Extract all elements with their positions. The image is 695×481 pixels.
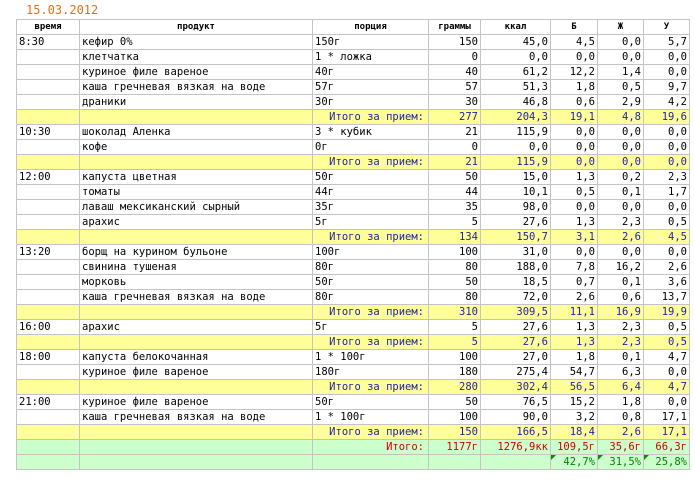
value-cell[interactable]: 0,0 [598, 50, 644, 65]
value-cell[interactable]: 0,0 [644, 50, 690, 65]
meal-total-value[interactable]: 115,9 [481, 155, 551, 170]
table-row [17, 275, 690, 290]
cell[interactable] [17, 260, 80, 275]
portion-cell[interactable]: 80г [313, 290, 429, 305]
cell[interactable] [80, 335, 313, 350]
value-cell[interactable]: 17,1 [644, 410, 690, 425]
table-row [17, 185, 690, 200]
grand-total-value[interactable]: 1177г [429, 440, 481, 455]
value-cell[interactable]: 0,0 [481, 50, 551, 65]
column-header[interactable]: граммы [429, 20, 481, 35]
meal-time-cell[interactable]: 21:00 [17, 395, 80, 410]
portion-cell[interactable]: 1 * ложка [313, 50, 429, 65]
value-cell[interactable]: 0,0 [644, 395, 690, 410]
value-cell[interactable]: 1,7 [644, 185, 690, 200]
value-cell[interactable]: 100 [429, 350, 481, 365]
macro-percent: 31,5% [609, 456, 641, 468]
macro-percent-cell[interactable] [644, 455, 690, 470]
value-cell[interactable]: 100 [429, 410, 481, 425]
value-cell[interactable]: 31,0 [481, 245, 551, 260]
value-cell[interactable]: 0,5 [644, 215, 690, 230]
cell[interactable] [17, 50, 80, 65]
value-cell[interactable]: 0,0 [644, 140, 690, 155]
value-cell[interactable]: 0,5 [644, 320, 690, 335]
value-cell[interactable]: 6,3 [598, 365, 644, 380]
product-cell[interactable]: лаваш мексиканский сырный [80, 200, 313, 215]
cell[interactable] [313, 455, 429, 470]
value-cell[interactable]: 30 [429, 95, 481, 110]
value-cell[interactable]: 13,7 [644, 290, 690, 305]
value-cell[interactable]: 0,6 [551, 95, 598, 110]
cell[interactable] [17, 110, 80, 125]
product-cell[interactable]: клетчатка [80, 50, 313, 65]
value-cell[interactable]: 80 [429, 260, 481, 275]
table-row [17, 170, 690, 185]
meal-total-value[interactable]: 150 [429, 425, 481, 440]
value-cell[interactable]: 9,7 [644, 80, 690, 95]
meal-total-value[interactable]: 19,6 [644, 110, 690, 125]
grand-total-value[interactable]: 1276,9кк [481, 440, 551, 455]
date-label: 15.03.2012 [26, 3, 99, 17]
value-cell[interactable]: 100 [429, 245, 481, 260]
meal-total-value[interactable]: 5 [429, 335, 481, 350]
value-cell[interactable]: 27,0 [481, 350, 551, 365]
error-indicator-icon [644, 455, 649, 460]
meal-total-label[interactable]: Итого за прием: [313, 380, 429, 395]
cell[interactable] [17, 305, 80, 320]
value-cell[interactable]: 5 [429, 215, 481, 230]
value-cell[interactable]: 21 [429, 125, 481, 140]
product-cell[interactable]: арахис [80, 215, 313, 230]
value-cell[interactable]: 0,2 [598, 170, 644, 185]
cell[interactable] [17, 455, 80, 470]
value-cell[interactable]: 0,0 [598, 200, 644, 215]
table-row [17, 35, 690, 50]
table-row [17, 80, 690, 95]
product-cell[interactable]: капуста белокочанная [80, 350, 313, 365]
meal-total-value[interactable]: 27,6 [481, 335, 551, 350]
column-header[interactable]: ккал [481, 20, 551, 35]
meal-total-label[interactable]: Итого за прием: [313, 335, 429, 350]
meal-total-value[interactable]: 0,5 [644, 335, 690, 350]
header-row [17, 20, 690, 35]
meal-time-cell[interactable]: 16:00 [17, 320, 80, 335]
cell[interactable] [17, 335, 80, 350]
value-cell[interactable]: 7,8 [551, 260, 598, 275]
cell[interactable] [17, 290, 80, 305]
value-cell[interactable]: 0,6 [598, 290, 644, 305]
value-cell[interactable]: 1,8 [551, 350, 598, 365]
table-row [17, 200, 690, 215]
meal-total-value[interactable]: 1,3 [551, 335, 598, 350]
value-cell[interactable]: 0,1 [598, 185, 644, 200]
meal-total-value[interactable]: 4,5 [644, 230, 690, 245]
value-cell[interactable]: 2,3 [598, 215, 644, 230]
meal-total-label[interactable]: Итого за прием: [313, 305, 429, 320]
table-row [17, 410, 690, 425]
value-cell[interactable]: 2,9 [598, 95, 644, 110]
table-row [17, 365, 690, 380]
grand-total-value[interactable]: 66,3г [644, 440, 690, 455]
product-cell[interactable]: куриное филе вареное [80, 365, 313, 380]
value-cell[interactable]: 76,5 [481, 395, 551, 410]
value-cell[interactable]: 54,7 [551, 365, 598, 380]
column-header[interactable]: продукт [80, 20, 313, 35]
value-cell[interactable]: 2,3 [598, 320, 644, 335]
meal-total-value[interactable]: 0,0 [551, 155, 598, 170]
value-cell[interactable]: 98,0 [481, 200, 551, 215]
cell[interactable] [17, 200, 80, 215]
portion-cell[interactable]: 1 * 100г [313, 350, 429, 365]
meal-total-row [17, 335, 690, 350]
value-cell[interactable]: 0,0 [598, 245, 644, 260]
product-cell[interactable]: кофе [80, 140, 313, 155]
cell[interactable] [80, 230, 313, 245]
meal-total-value[interactable]: 277 [429, 110, 481, 125]
product-cell[interactable]: морковь [80, 275, 313, 290]
meal-total-label[interactable]: Итого за прием: [313, 155, 429, 170]
table-row [17, 395, 690, 410]
meal-total-value[interactable]: 204,3 [481, 110, 551, 125]
value-cell[interactable]: 16,2 [598, 260, 644, 275]
product-cell[interactable]: каша гречневая вязкая на воде [80, 290, 313, 305]
cell[interactable] [80, 440, 313, 455]
meal-total-value[interactable]: 3,1 [551, 230, 598, 245]
portion-cell[interactable]: 50г [313, 170, 429, 185]
cell[interactable] [17, 95, 80, 110]
meal-total-value[interactable]: 0,0 [644, 155, 690, 170]
portion-cell[interactable]: 44г [313, 185, 429, 200]
value-cell[interactable]: 0,0 [644, 65, 690, 80]
grand-total-row [17, 440, 690, 455]
meal-total-value[interactable]: 19,1 [551, 110, 598, 125]
value-cell[interactable]: 0,5 [598, 80, 644, 95]
meal-total-value[interactable]: 17,1 [644, 425, 690, 440]
macro-percent: 25,8% [655, 456, 687, 468]
meal-total-value[interactable]: 6,4 [598, 380, 644, 395]
meal-total-value[interactable]: 11,1 [551, 305, 598, 320]
cell[interactable] [17, 80, 80, 95]
value-cell[interactable]: 57 [429, 80, 481, 95]
value-cell[interactable]: 72,0 [481, 290, 551, 305]
macro-percent: 42,7% [563, 456, 595, 468]
cell[interactable] [17, 140, 80, 155]
value-cell[interactable]: 0,0 [551, 125, 598, 140]
portion-cell[interactable]: 57г [313, 80, 429, 95]
portion-cell[interactable]: 5г [313, 215, 429, 230]
meal-total-value[interactable]: 2,6 [598, 425, 644, 440]
error-indicator-icon [598, 455, 603, 460]
value-cell[interactable]: 275,4 [481, 365, 551, 380]
portion-cell[interactable]: 180г [313, 365, 429, 380]
meal-total-value[interactable]: 280 [429, 380, 481, 395]
portion-cell[interactable]: 30г [313, 95, 429, 110]
value-cell[interactable]: 3,6 [644, 275, 690, 290]
cell[interactable] [17, 380, 80, 395]
value-cell[interactable]: 2,6 [644, 260, 690, 275]
meal-time-cell[interactable]: 8:30 [17, 35, 80, 50]
meal-total-value[interactable]: 16,9 [598, 305, 644, 320]
food-diary-table [16, 19, 690, 470]
portion-cell[interactable]: 150г [313, 35, 429, 50]
meal-total-value[interactable]: 166,5 [481, 425, 551, 440]
table-row [17, 215, 690, 230]
meal-total-row [17, 380, 690, 395]
error-indicator-icon [551, 455, 556, 460]
value-cell[interactable]: 180 [429, 365, 481, 380]
meal-total-row [17, 110, 690, 125]
value-cell[interactable]: 1,3 [551, 215, 598, 230]
meal-total-value[interactable]: 134 [429, 230, 481, 245]
value-cell[interactable]: 50 [429, 170, 481, 185]
meal-total-row [17, 305, 690, 320]
meal-total-row [17, 230, 690, 245]
value-cell[interactable]: 35 [429, 200, 481, 215]
meal-total-value[interactable]: 4,7 [644, 380, 690, 395]
value-cell[interactable]: 0,0 [551, 200, 598, 215]
value-cell[interactable]: 0,0 [598, 125, 644, 140]
meal-time-cell[interactable]: 18:00 [17, 350, 80, 365]
value-cell[interactable]: 0,5 [551, 185, 598, 200]
product-cell[interactable]: кефир 0% [80, 35, 313, 50]
meal-total-label[interactable]: Итого за прием: [313, 425, 429, 440]
portion-cell[interactable]: 3 * кубик [313, 125, 429, 140]
value-cell[interactable]: 2,6 [551, 290, 598, 305]
cell[interactable] [17, 410, 80, 425]
value-cell[interactable]: 61,2 [481, 65, 551, 80]
product-cell[interactable]: куриное филе вареное [80, 395, 313, 410]
meal-total-value[interactable]: 19,9 [644, 305, 690, 320]
value-cell[interactable]: 15,2 [551, 395, 598, 410]
meal-total-row [17, 425, 690, 440]
meal-time-cell[interactable]: 10:30 [17, 125, 80, 140]
value-cell[interactable]: 51,3 [481, 80, 551, 95]
cell[interactable] [17, 185, 80, 200]
table-row [17, 350, 690, 365]
value-cell[interactable]: 4,2 [644, 95, 690, 110]
cell[interactable] [17, 65, 80, 80]
value-cell[interactable]: 0,0 [644, 365, 690, 380]
cell[interactable] [80, 425, 313, 440]
value-cell[interactable]: 5,7 [644, 35, 690, 50]
value-cell[interactable]: 0,0 [644, 245, 690, 260]
cell[interactable] [17, 215, 80, 230]
meal-total-value[interactable]: 2,3 [598, 335, 644, 350]
table-row [17, 245, 690, 260]
product-cell[interactable]: куриное филе вареное [80, 65, 313, 80]
value-cell[interactable]: 44 [429, 185, 481, 200]
product-cell[interactable]: борщ на курином бульоне [80, 245, 313, 260]
meal-total-value[interactable]: 4,8 [598, 110, 644, 125]
portion-cell[interactable]: 50г [313, 275, 429, 290]
value-cell[interactable]: 0 [429, 140, 481, 155]
meal-total-row [17, 155, 690, 170]
product-cell[interactable]: томаты [80, 185, 313, 200]
value-cell[interactable]: 50 [429, 395, 481, 410]
meal-total-value[interactable]: 56,5 [551, 380, 598, 395]
cell[interactable] [80, 380, 313, 395]
table-row [17, 65, 690, 80]
meal-time-cell[interactable]: 13:20 [17, 245, 80, 260]
value-cell[interactable]: 0,7 [551, 275, 598, 290]
meal-total-label[interactable]: Итого за прием: [313, 110, 429, 125]
meal-total-value[interactable]: 150,7 [481, 230, 551, 245]
meal-total-label[interactable]: Итого за прием: [313, 230, 429, 245]
product-cell[interactable]: каша гречневая вязкая на воде [80, 80, 313, 95]
cell[interactable] [429, 455, 481, 470]
macro-percent-cell[interactable] [551, 455, 598, 470]
value-cell[interactable]: 4,7 [644, 350, 690, 365]
cell[interactable] [80, 305, 313, 320]
meal-total-value[interactable]: 21 [429, 155, 481, 170]
cell[interactable] [80, 110, 313, 125]
column-header[interactable]: Б [551, 20, 598, 35]
cell[interactable] [17, 230, 80, 245]
meal-total-value[interactable]: 310 [429, 305, 481, 320]
meal-total-value[interactable]: 302,4 [481, 380, 551, 395]
cell[interactable] [481, 455, 551, 470]
table-row [17, 50, 690, 65]
portion-cell[interactable]: 1 * 100г [313, 410, 429, 425]
meal-total-value[interactable]: 0,0 [598, 155, 644, 170]
table-row [17, 140, 690, 155]
value-cell[interactable]: 50 [429, 275, 481, 290]
product-cell[interactable]: капуста цветная [80, 170, 313, 185]
value-cell[interactable]: 5 [429, 320, 481, 335]
cell[interactable] [17, 440, 80, 455]
value-cell[interactable]: 12,2 [551, 65, 598, 80]
value-cell[interactable]: 27,6 [481, 215, 551, 230]
value-cell[interactable]: 4,5 [551, 35, 598, 50]
percent-row [17, 455, 690, 470]
value-cell[interactable]: 0 [429, 50, 481, 65]
value-cell[interactable]: 0,8 [598, 410, 644, 425]
value-cell[interactable]: 80 [429, 290, 481, 305]
column-header[interactable]: У [644, 20, 690, 35]
grand-total-value[interactable]: 109,5г [551, 440, 598, 455]
grand-total-value[interactable]: 35,6г [598, 440, 644, 455]
value-cell[interactable]: 27,6 [481, 320, 551, 335]
cell[interactable] [17, 425, 80, 440]
value-cell[interactable]: 0,0 [644, 200, 690, 215]
value-cell[interactable]: 2,3 [644, 170, 690, 185]
value-cell[interactable]: 0,0 [551, 140, 598, 155]
value-cell[interactable]: 1,3 [551, 170, 598, 185]
product-cell[interactable]: свинина тушеная [80, 260, 313, 275]
value-cell[interactable]: 46,8 [481, 95, 551, 110]
table-row [17, 125, 690, 140]
cell[interactable] [17, 365, 80, 380]
table-row [17, 95, 690, 110]
value-cell[interactable]: 40 [429, 65, 481, 80]
column-header[interactable]: порция [313, 20, 429, 35]
value-cell[interactable]: 0,0 [644, 125, 690, 140]
portion-cell[interactable]: 80г [313, 260, 429, 275]
value-cell[interactable]: 90,0 [481, 410, 551, 425]
portion-cell[interactable]: 0г [313, 140, 429, 155]
macro-percent-cell[interactable] [598, 455, 644, 470]
value-cell[interactable]: 0,0 [481, 140, 551, 155]
meal-time-cell[interactable]: 12:00 [17, 170, 80, 185]
column-header[interactable]: Ж [598, 20, 644, 35]
value-cell[interactable]: 45,0 [481, 35, 551, 50]
value-cell[interactable]: 0,0 [598, 140, 644, 155]
grand-total-label[interactable]: Итого: [313, 440, 429, 455]
value-cell[interactable]: 0,0 [598, 35, 644, 50]
value-cell[interactable]: 15,0 [481, 170, 551, 185]
cell[interactable] [17, 155, 80, 170]
value-cell[interactable]: 0,0 [551, 245, 598, 260]
product-cell[interactable]: арахис [80, 320, 313, 335]
value-cell[interactable]: 0,1 [598, 275, 644, 290]
portion-cell[interactable]: 50г [313, 395, 429, 410]
column-header[interactable]: время [17, 20, 80, 35]
value-cell[interactable]: 115,9 [481, 125, 551, 140]
cell[interactable] [80, 455, 313, 470]
value-cell[interactable]: 1,4 [598, 65, 644, 80]
product-cell[interactable]: каша гречневая вязкая на воде [80, 410, 313, 425]
product-cell[interactable]: шоколад Аленка [80, 125, 313, 140]
table-row [17, 290, 690, 305]
portion-cell[interactable]: 40г [313, 65, 429, 80]
cell[interactable] [80, 155, 313, 170]
value-cell[interactable]: 1,8 [551, 80, 598, 95]
portion-cell[interactable]: 5г [313, 320, 429, 335]
meal-total-value[interactable]: 309,5 [481, 305, 551, 320]
value-cell[interactable]: 0,1 [598, 350, 644, 365]
table-row [17, 320, 690, 335]
value-cell[interactable]: 1,3 [551, 320, 598, 335]
table-row [17, 260, 690, 275]
meal-total-value[interactable]: 2,6 [598, 230, 644, 245]
product-cell[interactable]: драники [80, 95, 313, 110]
value-cell[interactable]: 10,1 [481, 185, 551, 200]
value-cell[interactable]: 0,0 [551, 50, 598, 65]
portion-cell[interactable]: 100г [313, 245, 429, 260]
value-cell[interactable]: 18,5 [481, 275, 551, 290]
value-cell[interactable]: 3,2 [551, 410, 598, 425]
meal-total-value[interactable]: 18,4 [551, 425, 598, 440]
value-cell[interactable]: 188,0 [481, 260, 551, 275]
cell[interactable] [17, 275, 80, 290]
value-cell[interactable]: 150 [429, 35, 481, 50]
value-cell[interactable]: 1,8 [598, 395, 644, 410]
portion-cell[interactable]: 35г [313, 200, 429, 215]
